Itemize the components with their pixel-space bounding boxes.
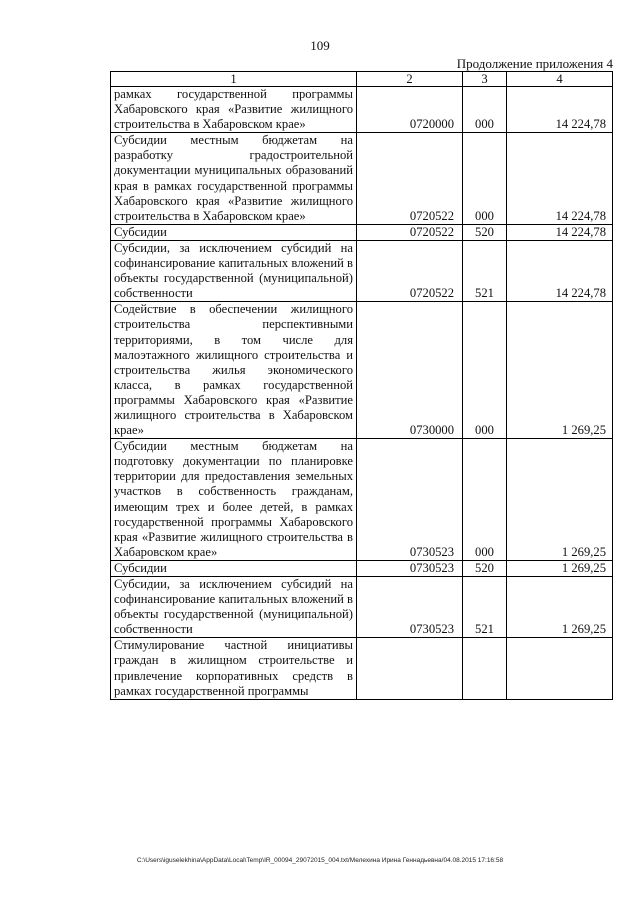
table-row	[111, 240, 613, 301]
row-amount: 1 269,25	[507, 560, 613, 576]
row-target-code: 0720522	[357, 133, 463, 225]
row-amount: 14 224,78	[507, 240, 613, 301]
row-amount: 1 269,25	[507, 577, 613, 638]
row-target-code: 0730523	[357, 560, 463, 576]
row-expense-type	[463, 638, 507, 699]
row-description: Субсидии	[111, 224, 357, 240]
page-number: 109	[310, 38, 330, 53]
row-amount: 14 224,78	[507, 87, 613, 133]
row-target-code: 0720522	[357, 224, 463, 240]
row-expense-type: 000	[463, 133, 507, 225]
row-amount: 1 269,25	[507, 439, 613, 561]
row-description: Стимулирование частной инициативы граждан в жилищном строительстве и привлечение корпоративных средств в рамках государственной программы	[111, 638, 357, 699]
table-row	[111, 560, 613, 576]
table-row	[111, 87, 613, 133]
row-target-code: 0720522	[357, 240, 463, 301]
row-expense-type: 000	[463, 302, 507, 439]
row-description: Субсидии	[111, 560, 357, 576]
row-target-code	[357, 638, 463, 699]
table-header-row	[111, 72, 613, 87]
table-row	[111, 302, 613, 439]
row-target-code: 0730523	[357, 439, 463, 561]
appendix-note: Продолжение приложения 4	[456, 56, 613, 71]
row-target-code: 0730523	[357, 577, 463, 638]
column-header: 2	[357, 72, 463, 87]
row-expense-type: 521	[463, 577, 507, 638]
row-description: Субсидии местным бюджетам на подготовку документации по планировке территории для предоставления земельных участков в собственность гражданам, имеющим трех и более детей, в рамках государственной программы Хабаровского края «Развитие жилищного строительства в Хабаровском крае»	[111, 439, 357, 561]
column-header: 3	[463, 72, 507, 87]
column-header: 1	[111, 72, 357, 87]
table-row	[111, 439, 613, 561]
row-target-code: 0720000	[357, 87, 463, 133]
table-row	[111, 224, 613, 240]
row-expense-type: 521	[463, 240, 507, 301]
row-amount: 14 224,78	[507, 224, 613, 240]
row-description: Субсидии, за исключением субсидий на софинансирование капитальных вложений в объекты государственной (муниципальной) собственности	[111, 240, 357, 301]
table-row	[111, 133, 613, 225]
row-amount: 1 269,25	[507, 302, 613, 439]
row-description: рамках государственной программы Хабаровского края «Развитие жилищного строительства в Хабаровском крае»	[111, 87, 357, 133]
footer-file-path: C:\Users\iguselekhina\AppData\Local\Temp\IR_00094_29072015_004.txt/Мелехина Ирина Геннадьевна/04.08.2015 17:16:58	[136, 857, 504, 864]
row-expense-type: 000	[463, 439, 507, 561]
row-description: Субсидии, за исключением субсидий на софинансирование капитальных вложений в объекты государственной (муниципальной) собственности	[111, 577, 357, 638]
row-amount: 14 224,78	[507, 133, 613, 225]
row-target-code: 0730000	[357, 302, 463, 439]
column-header: 4	[507, 72, 613, 87]
row-expense-type: 520	[463, 224, 507, 240]
row-description: Содействие в обеспечении жилищного строительства перспективными территориями, в том числе для малоэтажного жилищного строительства и строительства жилья экономического класса, в рамках государственной программы Хабаровского края «Развитие жилищного строительства в Хабаровском крае»	[111, 302, 357, 439]
row-expense-type: 520	[463, 560, 507, 576]
row-amount	[507, 638, 613, 699]
row-expense-type: 000	[463, 87, 507, 133]
row-description: Субсидии местным бюджетам на разработку градостроительной документации муниципальных образований края в рамках государственной программы Хабаровского края «Развитие жилищного строительства в Хабаровском крае»	[111, 133, 357, 225]
table-row	[111, 638, 613, 699]
budget-table	[110, 71, 613, 700]
table-row	[111, 577, 613, 638]
